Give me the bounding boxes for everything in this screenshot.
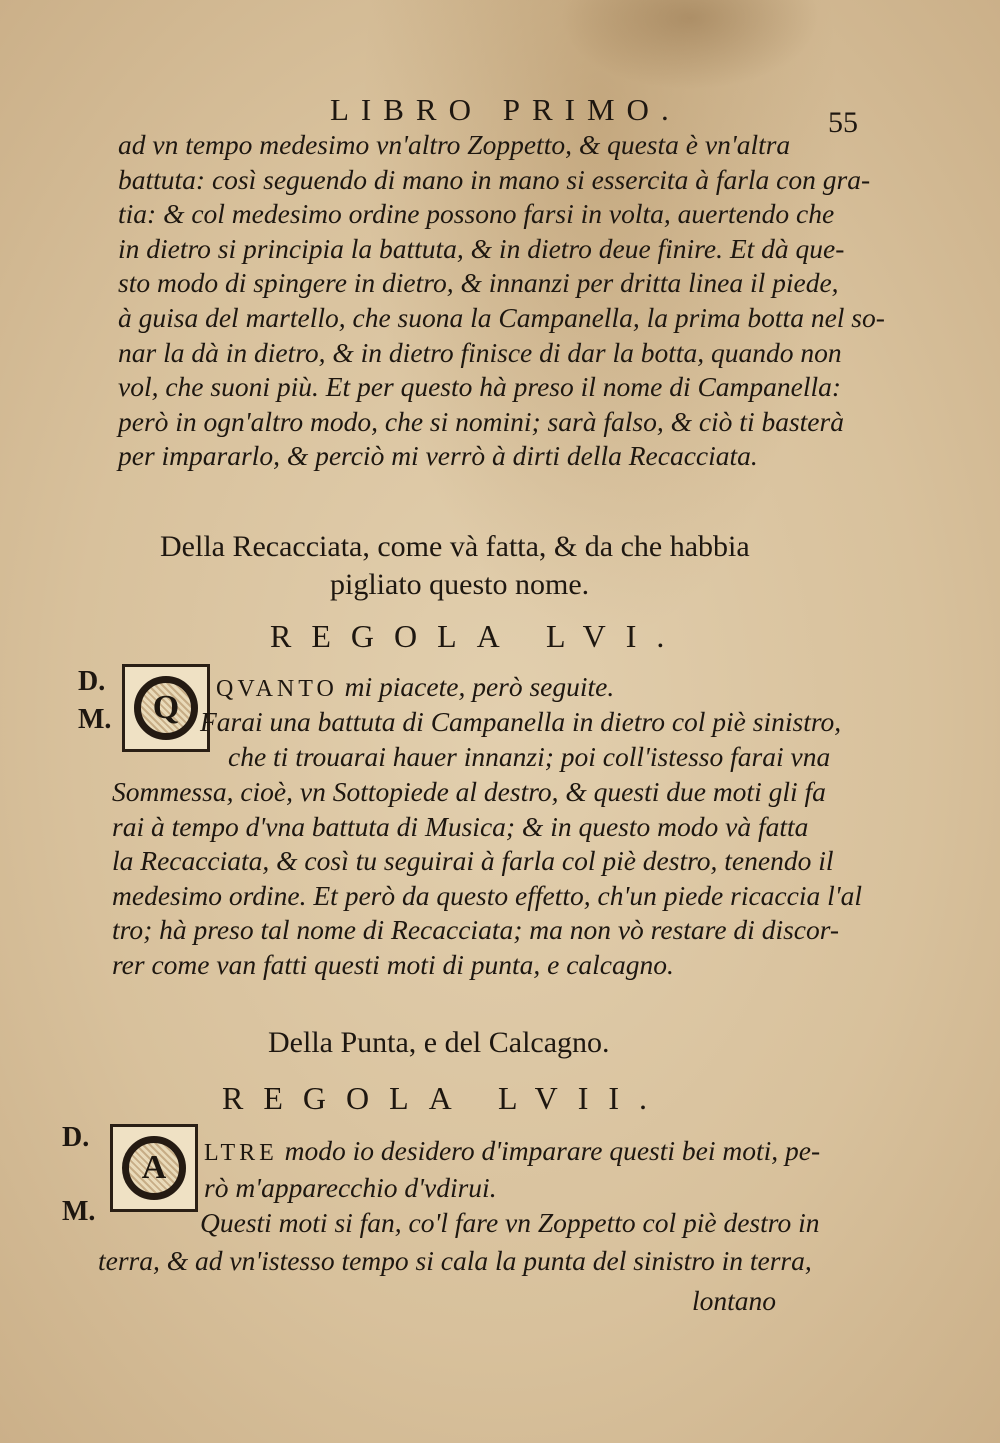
dialogue-answer-start <box>200 1206 850 1241</box>
lead-word: QVANTO <box>216 676 338 702</box>
text-line: Farai una battuta di Campanella in dietro col piè sinistro, <box>200 706 842 737</box>
paper-stain <box>560 0 820 90</box>
text-line: à guisa del martello, che suona la Campanella, la prima botta nel so- <box>118 301 885 333</box>
text-line <box>204 1134 844 1171</box>
text-line: però in ogn'altro modo, che si nomini; sarà falso, & ciò ti basterà <box>118 405 844 437</box>
running-head: LIBRO PRIMO. <box>330 92 681 127</box>
dialogue-answer <box>98 1244 858 1279</box>
decorated-initial <box>122 664 210 752</box>
text-line: in dietro si principia la battuta, & in dietro deue finire. Et dà que- <box>118 232 845 264</box>
dialogue-question <box>204 1134 844 1205</box>
text-line: vol, che suoni più. Et per questo hà preso il nome di Campanella: <box>118 371 842 403</box>
speaker-label: D. <box>62 1122 90 1153</box>
rule-heading: REGOLA LVII. <box>222 1080 668 1116</box>
text-line: per impararlo, & perciò mi verrò à dirti della Recacciata. <box>118 440 758 472</box>
text-line: terra, & ad vn'istesso tempo si cala la punta del sinistro in terra, <box>98 1245 812 1276</box>
text-line: tro; hà preso tal nome di Recacciata; ma non vò restare di discor- <box>112 914 840 946</box>
section-title: Della Recacciata, come và fatta, & da che habbia <box>160 530 750 563</box>
text-line <box>216 670 856 707</box>
decorated-initial <box>110 1124 198 1212</box>
rule-heading: REGOLA LVI. <box>270 618 685 654</box>
decorated-initial-letter: A <box>122 1136 186 1200</box>
text-line: medesimo ordine. Et però da questo effetto, ch'un piede ricaccia l'al <box>112 879 863 911</box>
text-line: tia: & col medesimo ordine possono farsi in volta, auertendo che <box>118 198 835 230</box>
section-title: pigliato questo nome. <box>330 568 590 601</box>
text-line: Sommessa, cioè, vn Sottopiede al destro, & questi due moti gli fa <box>112 776 826 807</box>
text-line: sto modo di spingere in dietro, & innanzi per dritta linea il piede, <box>118 267 839 299</box>
dialogue-answer <box>112 775 863 983</box>
text-line: Questi moti si fan, co'l fare vn Zoppetto col piè destro in <box>200 1207 820 1238</box>
question-text: mi piacete, però seguite. <box>337 671 615 702</box>
speaker-label: D. <box>78 666 106 697</box>
text-line: ad vn tempo medesimo vn'altro Zoppetto, & questa è vn'altra <box>118 129 791 160</box>
section-title: Della Punta, e del Calcagno. <box>268 1026 610 1059</box>
lead-word: LTRE <box>204 1140 278 1166</box>
catchword-text: lontano <box>692 1285 777 1316</box>
catchword <box>692 1284 812 1319</box>
text-line: rò m'apparecchio d'vdirui. <box>204 1171 497 1203</box>
text-line: rai à tempo d'vna battuta di Musica; & in questo modo và fatta <box>112 810 809 842</box>
text-line: nar la dà in dietro, & in dietro finisce di dar la botta, quando non <box>118 336 842 368</box>
top-paragraph <box>118 128 885 474</box>
speaker-label: M. <box>78 704 112 735</box>
text-line: rer come van fatti questi moti di punta, e calcagno. <box>112 948 674 980</box>
page-number: 55 <box>828 106 858 139</box>
dialogue-answer-start <box>200 705 860 774</box>
text-line: che ti trouarai hauer innanzi; poi coll'istesso farai vna <box>228 740 831 772</box>
question-text: modo io desidero d'imparare questi bei moti, pe- <box>277 1135 821 1166</box>
speaker-label: M. <box>62 1196 96 1227</box>
dialogue-question <box>216 670 856 707</box>
text-line: la Recacciata, & così tu seguirai à farla col piè destro, tenendo il <box>112 845 834 877</box>
decorated-initial-letter: Q <box>134 676 198 740</box>
text-line: battuta: così seguendo di mano in mano si essercita à farla con gra- <box>118 163 871 195</box>
